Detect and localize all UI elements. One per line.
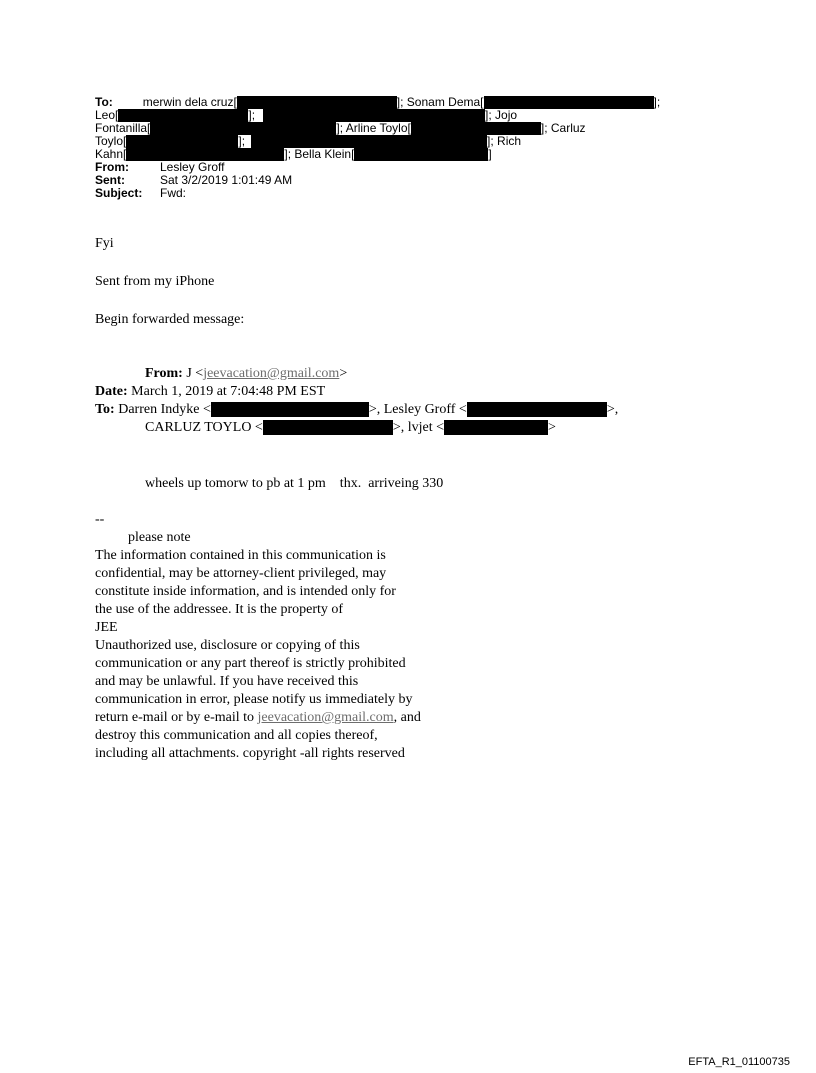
fwd-to-line-2 bbox=[145, 420, 556, 436]
sent-value: Sat 3/2/2019 1:01:49 AM bbox=[160, 173, 293, 187]
redaction-block bbox=[263, 420, 393, 435]
fwd-date-line bbox=[95, 384, 325, 400]
fwd-to-line-1 bbox=[95, 402, 618, 418]
recipient-text: ]; Carluz bbox=[540, 121, 586, 135]
redaction-block bbox=[126, 135, 238, 148]
fwd-from-label: From: bbox=[145, 366, 183, 381]
header-to-line-5 bbox=[95, 148, 492, 161]
fwd-from-prefix: J < bbox=[186, 366, 204, 381]
fwd-to-text: >, bbox=[606, 402, 619, 417]
recipient-text: ]; Jojo bbox=[485, 108, 518, 122]
to-label: To: bbox=[95, 95, 113, 109]
disclaimer-email-link[interactable]: jeevacation@gmail.com bbox=[257, 710, 394, 725]
fwd-to-text: >, lvjet < bbox=[392, 420, 445, 435]
disclaimer-line: JEE bbox=[95, 620, 118, 635]
disclaimer-line: constitute inside information, and is intended only for bbox=[95, 584, 396, 599]
subject-value: Fwd: bbox=[160, 186, 187, 200]
disclaimer-email-line bbox=[95, 710, 421, 726]
redaction-block bbox=[467, 402, 607, 417]
body-signature: Sent from my iPhone bbox=[95, 274, 215, 289]
disclaimer-email-prefix: return e-mail or by e-mail to bbox=[95, 710, 258, 725]
fwd-from-line bbox=[145, 366, 347, 382]
header-subject-line bbox=[95, 187, 186, 200]
fwd-date-value: March 1, 2019 at 7:04:48 PM EST bbox=[131, 384, 326, 399]
fwd-from-email-link[interactable]: jeevacation@gmail.com bbox=[203, 366, 340, 381]
fwd-to-text: CARLUZ TOYLO < bbox=[145, 420, 263, 435]
fwd-message: wheels up tomorw to pb at 1 pm thx. arriveing 330 bbox=[145, 476, 444, 491]
document-id: EFTA_R1_01100735 bbox=[688, 1056, 790, 1068]
recipient-text: ] bbox=[488, 147, 492, 161]
recipient-text: ]; bbox=[238, 134, 246, 148]
recipient-text: Toylo[ bbox=[95, 134, 127, 148]
disclaimer-line: Unauthorized use, disclosure or copying of this bbox=[95, 638, 360, 653]
disclaimer-line: destroy this communication and all copies thereof, bbox=[95, 728, 378, 743]
header-to-line-2 bbox=[95, 109, 517, 122]
fwd-from-suffix: > bbox=[339, 366, 348, 381]
recipient-text: ]; Rich bbox=[487, 134, 522, 148]
from-value: Lesley Groff bbox=[160, 160, 225, 174]
disclaimer-note: please note bbox=[128, 530, 191, 545]
recipient-text: Fontanilla[ bbox=[95, 121, 151, 135]
redaction-block bbox=[237, 96, 397, 109]
body-forward-intro: Begin forwarded message: bbox=[95, 312, 245, 327]
disclaimer-line: The information contained in this communication is bbox=[95, 548, 386, 563]
disclaimer-email-suffix: , and bbox=[393, 710, 421, 725]
fwd-to-text: > bbox=[548, 420, 556, 435]
from-label: From: bbox=[95, 160, 129, 174]
recipient-text: ]; Arline Toylo[ bbox=[336, 121, 411, 135]
disclaimer-line: including all attachments. copyright -all rights reserved bbox=[95, 746, 405, 761]
redaction-block bbox=[444, 420, 548, 435]
sent-label: Sent: bbox=[95, 173, 125, 187]
subject-label: Subject: bbox=[95, 186, 143, 200]
recipient-text: Kahn[ bbox=[95, 147, 127, 161]
disclaimer-line: the use of the addressee. It is the property of bbox=[95, 602, 344, 617]
fwd-to-label: To: bbox=[95, 402, 115, 417]
recipient-text: ]; Bella Klein[ bbox=[284, 147, 355, 161]
redaction-block bbox=[354, 148, 488, 161]
disclaimer-line: communication in error, please notify us immediately by bbox=[95, 692, 413, 707]
recipient-text: Leo[ bbox=[95, 108, 119, 122]
disclaimer-dashes: -- bbox=[95, 512, 105, 527]
fwd-date-label: Date: bbox=[95, 384, 128, 399]
header-to-line-1 bbox=[95, 96, 660, 109]
recipient-text: ]; bbox=[248, 108, 256, 122]
body-fyi: Fyi bbox=[95, 236, 114, 251]
recipient-text: ]; Sonam Dema[ bbox=[396, 95, 484, 109]
recipient-text: merwin dela cruz[ bbox=[142, 95, 237, 109]
fwd-to-text: >, Lesley Groff < bbox=[368, 402, 467, 417]
disclaimer-line: communication or any part thereof is strictly prohibited bbox=[95, 656, 406, 671]
disclaimer-line: confidential, may be attorney-client privileged, may bbox=[95, 566, 387, 581]
redaction-block bbox=[211, 402, 369, 417]
disclaimer-line: and may be unlawful. If you have received this bbox=[95, 674, 359, 689]
fwd-to-text: Darren Indyke < bbox=[118, 402, 211, 417]
recipient-text: ]; bbox=[653, 95, 661, 109]
redaction-block bbox=[411, 122, 541, 135]
